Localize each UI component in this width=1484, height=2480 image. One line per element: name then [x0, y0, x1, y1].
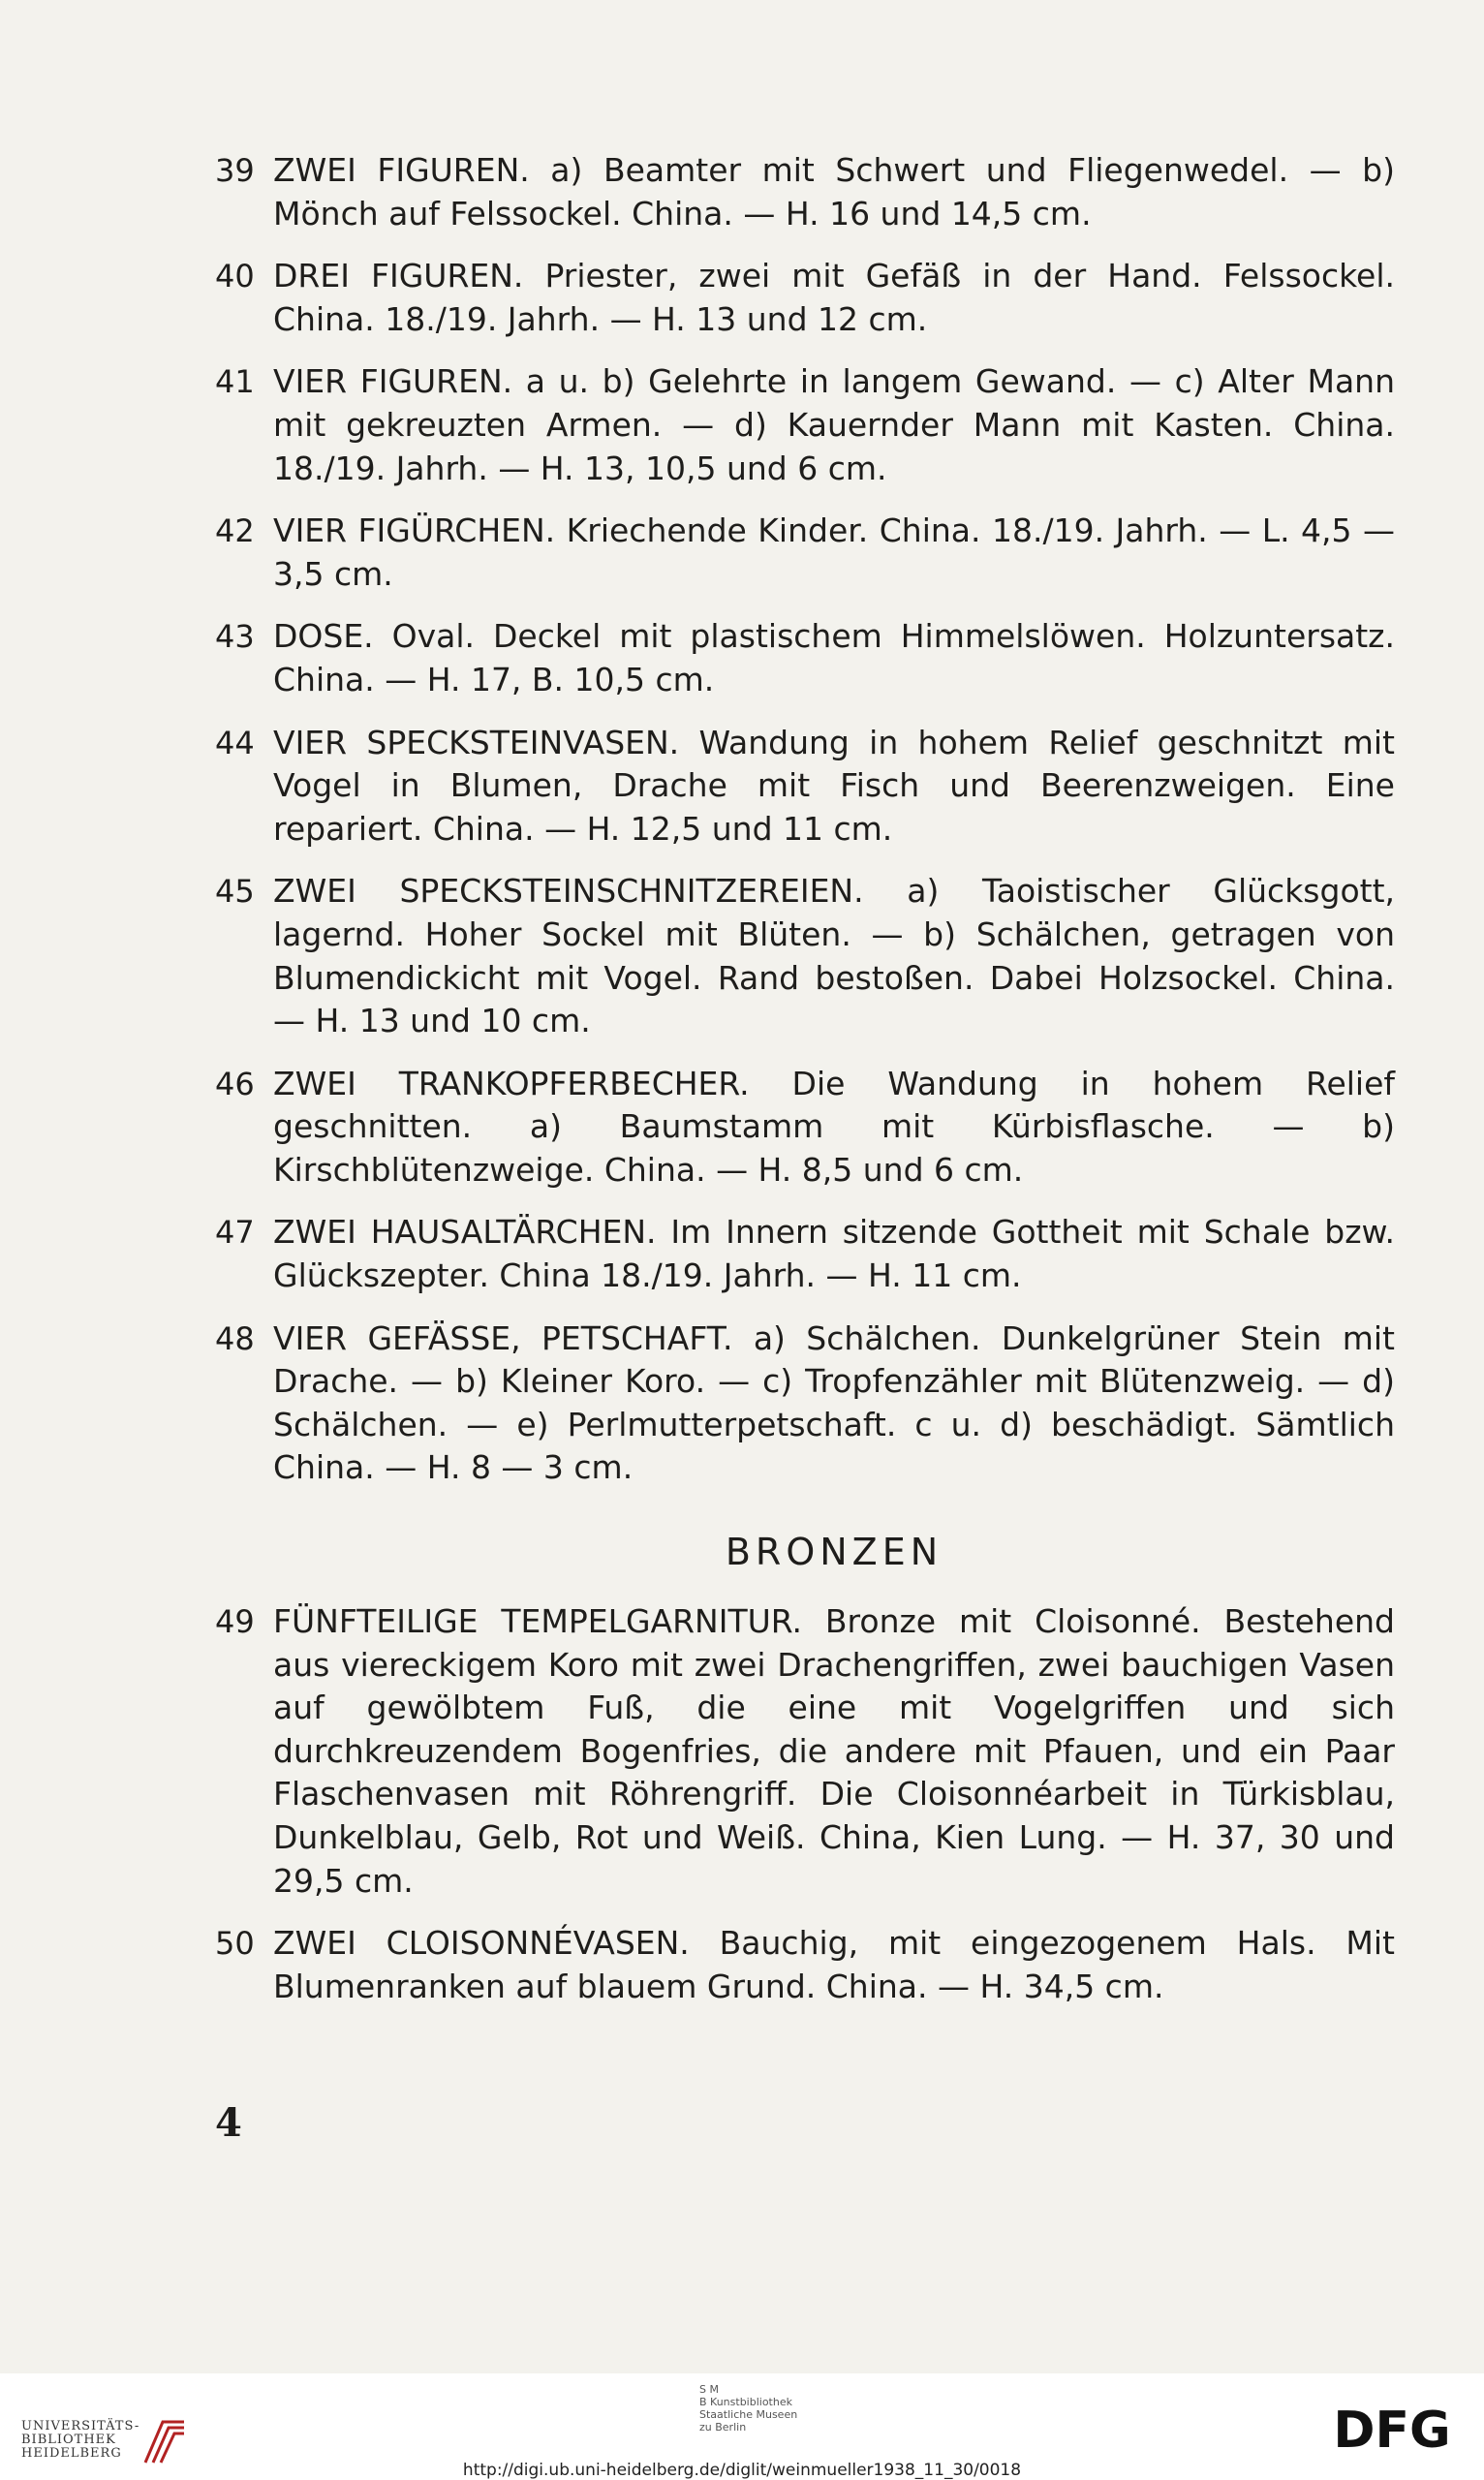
catalog-entry-43	[215, 615, 1395, 701]
catalog-entry-50	[215, 1922, 1395, 2008]
university-library-name	[21, 2420, 139, 2461]
catalog-entry-49	[215, 1600, 1395, 1903]
catalog-entry-39	[215, 149, 1395, 235]
catalog-entry-46	[215, 1063, 1395, 1193]
entry-number: 43	[215, 618, 255, 656]
entry-text: VIER GEFÄSSE, PETSCHAFT. a) Schälchen. Dunkelgrüner Stein mit Drache. — b) Kleiner Koro. — c) Tropfenzähler mit Blütenzweig. — d) Schälchen. — e) Perlmutterpetschaft. c u. d) beschädigt. Sämtlich China. — H. 8 — 3 cm.	[273, 1318, 1395, 1487]
entry-text: ZWEI SPECKSTEINSCHNITZEREIEN. a) Taoistischer Glücksgott, lagernd. Hoher Sockel mit Blüten. — b) Schälchen, getragen von Blumendickicht mit Vogel. Rand bestoßen. Dabei Holzsockel. China. — H. 13 und 10 cm.	[273, 872, 1395, 1040]
entry-text: DREI FIGUREN. Priester, zwei mit Gefäß in der Hand. Felssockel. China. 18./19. Jahrh. — H. 13 und 12 cm.	[273, 257, 1395, 338]
section-heading-bronzen: BRONZEN	[725, 1531, 943, 1574]
catalog-entry-48	[215, 1318, 1395, 1490]
entry-text: VIER FIGUREN. a u. b) Gelehrte in langem Gewand. — c) Alter Mann mit gekreuzten Armen. — d) Kauernder Mann mit Kasten. China. 18./19. Jahrh. — H. 13, 10,5 und 6 cm.	[273, 362, 1395, 487]
entry-text: FÜNFTEILIGE TEMPELGARNITUR. Bronze mit Cloisonné. Bestehend aus viereckigem Koro mit zwei Drachengriffen, zwei bauchigen Vasen auf gewölbtem Fuß, die eine mit Vogelgriffen und sich durchkreuzendem Bogenfries, die andere mit Pfauen, und ein Paar Flaschenvasen mit Röhrengriff. Die Cloisonnéarbeit in Türkisblau, Dunkelblau, Gelb, Rot und Weiß. China, Kien Lung. — H. 37, 30 und 29,5 cm.	[273, 1602, 1395, 1900]
catalog-entry-42	[215, 510, 1395, 596]
catalog-entry-40	[215, 255, 1395, 341]
entry-number: 49	[215, 1603, 255, 1641]
catalog-entry-41	[215, 360, 1395, 490]
catalog-entries	[215, 149, 1395, 2028]
entry-number: 48	[215, 1319, 255, 1357]
dfg-logo-text: DFG	[1333, 2402, 1451, 2455]
smb-line: S M	[699, 2383, 719, 2396]
source-url[interactable]: http://digi.ub.uni-heidelberg.de/diglit/weinmueller1938_11_30/0018	[462, 2461, 1022, 2480]
entry-number: 45	[215, 873, 255, 911]
smb-line: zu Berlin	[699, 2421, 747, 2434]
entry-number: 47	[215, 1214, 255, 1252]
kunstbibliothek-logo	[699, 2383, 797, 2434]
entry-number: 40	[215, 258, 255, 295]
entry-text: ZWEI TRANKOPFERBECHER. Die Wandung in hohem Relief geschnitten. a) Baumstamm mit Kürbisflasche. — b) Kirschblütenzweige. China. — H. 8,5 und 6 cm.	[273, 1064, 1395, 1189]
entry-text: DOSE. Oval. Deckel mit plastischem Himmelslöwen. Holzuntersatz. China. — H. 17, B. 10,5 cm.	[273, 617, 1395, 698]
entry-number: 50	[215, 1925, 255, 1963]
smb-line: Staatliche Museen	[699, 2408, 798, 2421]
entry-text: VIER FIGÜRCHEN. Kriechende Kinder. China. 18./19. Jahrh. — L. 4,5 — 3,5 cm.	[273, 512, 1395, 593]
page-number: 4	[215, 2100, 242, 2146]
smb-line: B Kunstbibliothek	[699, 2396, 792, 2408]
university-line: UNIVERSITÄTS-	[21, 2419, 140, 2434]
catalog-entry-47	[215, 1211, 1395, 1297]
entry-text: VIER SPECKSTEINVASEN. Wandung in hohem Relief geschnitzt mit Vogel in Blumen, Drache mit Fisch und Beerenzweigen. Eine repariert. China. — H. 12,5 und 11 cm.	[273, 723, 1395, 848]
entry-text: ZWEI CLOISONNÉVASEN. Bauchig, mit eingezogenem Hals. Mit Blumenranken auf blauem Grund. China. — H. 34,5 cm.	[273, 1924, 1395, 2005]
entry-number: 44	[215, 724, 255, 761]
university-line: BIBLIOTHEK	[21, 2433, 116, 2447]
entry-number: 42	[215, 512, 255, 550]
university-line: HEIDELBERG	[21, 2446, 122, 2461]
dfg-logo	[1319, 2402, 1465, 2455]
digitization-footer	[0, 2373, 1484, 2480]
entry-number: 41	[215, 363, 255, 401]
entry-number: 39	[215, 152, 255, 189]
entry-text: ZWEI HAUSALTÄRCHEN. Im Innern sitzende Gottheit mit Schale bzw. Glückszepter. China 18./19. Jahrh. — H. 11 cm.	[273, 1213, 1395, 1295]
catalog-entry-44	[215, 722, 1395, 852]
entry-text: ZWEI FIGUREN. a) Beamter mit Schwert und Fliegenwedel. — b) Mönch auf Felssockel. China. — H. 16 und 14,5 cm.	[273, 151, 1395, 232]
catalog-entry-45	[215, 870, 1395, 1042]
entry-number: 46	[215, 1065, 255, 1102]
